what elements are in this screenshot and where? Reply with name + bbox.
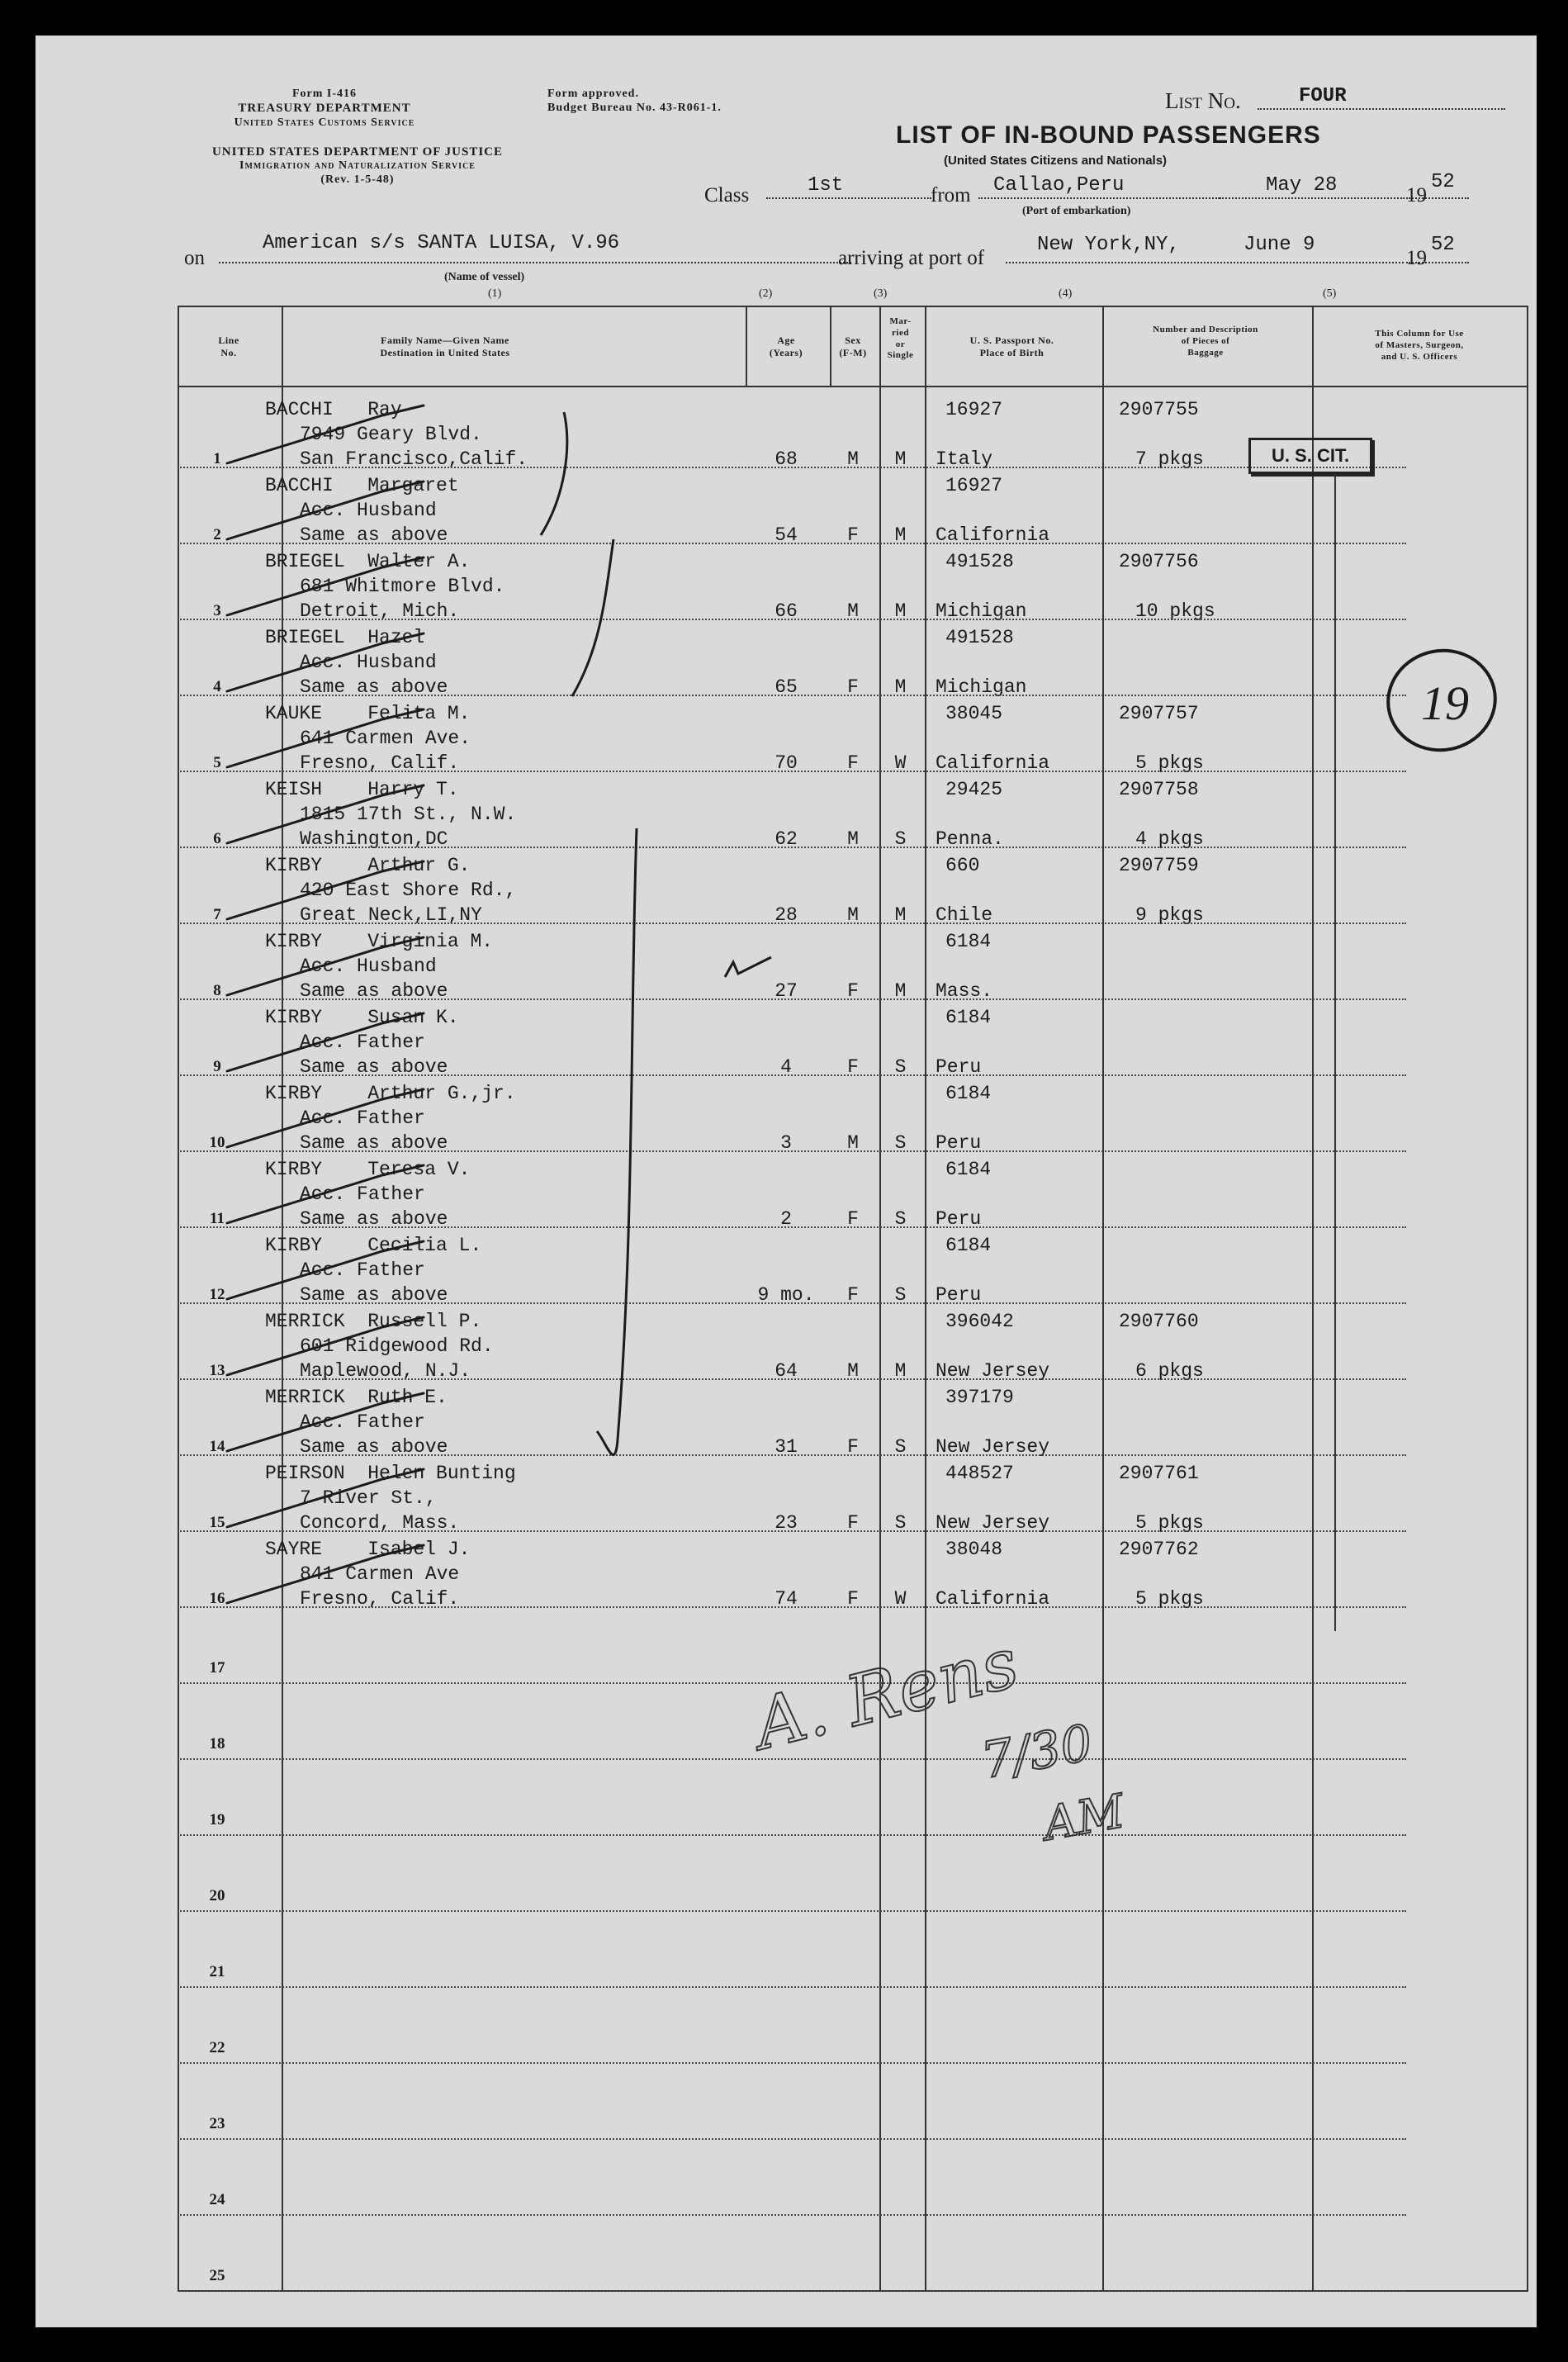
marital-status: S [894,1284,907,1306]
date-underline [1220,197,1405,199]
sex-value: F [847,524,859,546]
col-header-baggage: Number and Description of Pieces of Baggage [1153,325,1258,358]
from-label: from [931,184,971,206]
colnum-5: (5) [1323,287,1337,300]
passenger-name: KIRBY Arthur G.,jr. [265,1083,516,1104]
age-value: 54 [775,524,798,546]
baggage-number: 2907761 [1119,1463,1199,1484]
passenger-name: SAYRE Isabel J. [265,1539,471,1560]
place-of-birth: Penna. [936,828,1004,850]
baggage-pieces: 7 pkgs [1135,448,1204,470]
class-label: Class [704,184,750,206]
justice-department: UNITED STATES DEPARTMENT OF JUSTICE [211,145,504,159]
line-number: 16 [209,1590,225,1607]
vessel-note: (Name of vessel) [444,271,525,283]
age-value: 64 [775,1360,798,1382]
year-underline [1406,197,1469,199]
form-sheet [36,36,1537,2327]
col-divider [1312,307,1314,2290]
passport-number: 6184 [945,1235,992,1256]
class-value: 1st [808,174,844,197]
place-of-birth: Peru [936,1284,982,1306]
sex-value: F [847,1056,859,1078]
row-separator [178,1150,1406,1152]
passport-number: 448527 [945,1463,1014,1484]
passenger-name: KIRBY Cecilia L. [265,1235,482,1256]
row-separator [178,1834,1406,1836]
passport-number: 38045 [945,703,1003,724]
page-subtitle: (United States Citizens and Nationals) [944,154,1168,168]
baggage-pieces: 5 pkgs [1135,1512,1204,1534]
handwritten-ampm: AM [1040,1784,1129,1852]
destination-line-2: Same as above [300,1056,448,1078]
budget-bureau: Budget Bureau No. 43-R061-1. [547,102,722,114]
destination-line-1: 841 Carmen Ave [300,1563,460,1585]
row-separator [178,1302,1406,1304]
line-number: 3 [213,602,221,619]
marital-status: S [894,1132,907,1154]
place-of-birth: California [936,1588,1050,1610]
revision: (Rev. 1-5-48) [320,173,395,186]
place-of-birth: New Jersey [936,1512,1050,1534]
colnum-2: (2) [759,287,773,300]
row-separator [178,998,1406,1000]
sex-value: F [847,1284,859,1306]
age-value: 3 [780,1132,792,1154]
list-no-label: List No. [1165,88,1241,113]
place-of-birth: New Jersey [936,1360,1050,1382]
place-of-birth: Italy [936,448,993,470]
age-value: 4 [780,1056,792,1078]
vessel-underline [219,262,851,263]
place-of-birth: California [936,752,1050,774]
arrival-year-label: 19 [1406,247,1427,269]
line-number: 20 [209,1887,225,1904]
age-value: 31 [775,1436,798,1458]
arrival-year: 52 [1431,234,1455,256]
place-of-birth: Peru [936,1056,982,1078]
marital-status: W [894,1588,907,1610]
baggage-pieces: 5 pkgs [1135,752,1204,774]
age-value: 70 [775,752,798,774]
passenger-name: BRIEGEL Walter A. [265,551,471,572]
baggage-number: 2907760 [1119,1311,1199,1332]
marital-status: M [894,676,907,698]
passenger-name: KIRBY Susan K. [265,1007,459,1028]
sex-value: M [847,904,859,926]
passenger-name: KIRBY Arthur G. [265,855,471,876]
line-number: 1 [213,450,221,467]
passport-number: 16927 [945,399,1003,420]
age-value: 65 [775,676,798,698]
row-separator [178,1074,1406,1076]
baggage-number: 2907758 [1119,779,1199,800]
page-title: LIST OF IN-BOUND PASSENGERS [896,121,1321,149]
destination-line-2: Same as above [300,1132,448,1154]
line-number: 6 [213,830,221,847]
passport-number: 38048 [945,1539,1003,1560]
place-of-birth: Mass. [936,980,993,1002]
col-header-officers: This Column for Use of Masters, Surgeon, and U. S. Officers [1375,329,1464,362]
col-divider [1102,307,1104,2290]
ins-service: Immigration and Naturalization Service [239,159,476,172]
destination-line-2: Detroit, Mich. [300,600,460,622]
baggage-pieces: 9 pkgs [1135,904,1204,926]
passport-number: 397179 [945,1387,1014,1408]
destination-line-1: Acc. Father [300,1107,425,1129]
baggage-pieces: 10 pkgs [1135,600,1215,622]
arriving-label: arriving at port of [838,247,985,269]
sex-value: M [847,600,859,622]
marital-status: S [894,1512,907,1534]
baggage-number: 2907762 [1119,1539,1199,1560]
line-number: 17 [209,1659,225,1677]
destination-line-2: Maplewood, N.J. [300,1360,471,1382]
sex-value: M [847,828,859,850]
sex-value: F [847,676,859,698]
embarkation-note: (Port of embarkation) [1022,205,1131,217]
row-separator [178,1530,1406,1532]
vessel-name: American s/s SANTA LUISA, V.96 [263,232,620,254]
col-divider [925,307,926,2290]
marital-status: M [894,524,907,546]
destination-line-2: San Francisco,Calif. [300,448,528,470]
row-separator [178,2062,1406,2064]
sex-value: F [847,1588,859,1610]
row-separator [178,1910,1406,1912]
class-underline [766,197,931,199]
place-of-birth: Michigan [936,676,1027,698]
col-header-line: Line No. [218,334,239,358]
header-divider [179,386,1527,387]
passport-number: 660 [945,855,980,876]
destination-line-1: 681 Whitmore Blvd. [300,576,505,597]
row-separator [178,2138,1406,2140]
passenger-name: KIRBY Virginia M. [265,931,494,952]
place-of-birth: California [936,524,1050,546]
destination-line-1: Acc. Father [300,1411,425,1433]
sex-value: M [847,448,859,470]
destination-line-2: Same as above [300,524,448,546]
col-header-passport: U. S. Passport No. Place of Birth [969,334,1054,358]
sex-value: F [847,1436,859,1458]
passenger-name: KIRBY Teresa V. [265,1159,471,1180]
line-number: 12 [209,1286,225,1303]
handwritten-signature: A. Rens [746,1621,1026,1766]
age-value: 74 [775,1588,798,1610]
destination-line-1: Acc. Husband [300,652,437,673]
row-separator [178,1606,1406,1608]
line-number: 19 [209,1811,225,1828]
on-label: on [184,247,205,269]
marital-status: S [894,1208,907,1230]
line-number: 14 [209,1438,225,1455]
arrival-port: New York,NY, [1037,234,1180,256]
marital-status: S [894,1056,907,1078]
port-underline [1006,262,1404,263]
destination-line-2: Concord, Mass. [300,1512,460,1534]
from-value: Callao,Peru [993,174,1125,197]
place-of-birth: New Jersey [936,1436,1050,1458]
destination-line-1: Acc. Father [300,1259,425,1281]
age-value: 66 [775,600,798,622]
passenger-name: BRIEGEL Hazel [265,627,425,648]
passenger-name: KEISH Harry T. [265,779,459,800]
passenger-name: BACCHI Margaret [265,475,459,496]
arrival-year-underline [1406,262,1469,263]
line-number: 5 [213,754,221,771]
line-number: 2 [213,526,221,543]
colnum-4: (4) [1059,287,1073,300]
baggage-pieces: 5 pkgs [1135,1588,1204,1610]
destination-line-2: Same as above [300,1208,448,1230]
marital-status: M [894,1360,907,1382]
destination-line-2: Fresno, Calif. [300,1588,460,1610]
destination-line-1: 7949 Geary Blvd. [300,424,482,445]
row-separator [178,1378,1406,1380]
passport-number: 6184 [945,1159,992,1180]
age-value: 9 mo. [757,1284,815,1306]
col-header-name: Family Name—Given Name Destination in United States [380,334,510,358]
row-separator [178,543,1406,544]
handwritten-time: 7/30 [977,1714,1097,1790]
circled-number: 19 [1421,676,1469,730]
row-separator [178,923,1406,924]
destination-line-2: Same as above [300,980,448,1002]
passport-number: 396042 [945,1311,1014,1332]
row-separator [178,2290,1406,2292]
passport-number: 491528 [945,627,1014,648]
row-separator [178,619,1406,620]
place-of-birth: Michigan [936,600,1027,622]
marital-status: S [894,1436,907,1458]
destination-line-2: Fresno, Calif. [300,752,460,774]
destination-line-2: Same as above [300,676,448,698]
list-no-value: FOUR [1299,85,1347,107]
year-label: 19 [1406,184,1427,206]
destination-line-1: Acc. Husband [300,500,437,521]
colnum-1: (1) [488,287,502,300]
line-number: 9 [213,1058,221,1075]
passport-number: 491528 [945,551,1014,572]
arrival-date: June 9 [1244,234,1315,256]
line-number: 21 [209,1963,225,1980]
baggage-number: 2907756 [1119,551,1199,572]
passport-number: 6184 [945,1007,992,1028]
row-separator [178,1454,1406,1456]
sex-value: M [847,1360,859,1382]
row-separator [178,2214,1406,2216]
list-no-underline [1258,108,1505,110]
form-approved: Form approved. [547,88,639,100]
passenger-name: MERRICK Russell P. [265,1311,482,1332]
marital-status: W [894,752,907,774]
baggage-pieces: 6 pkgs [1135,1360,1204,1382]
destination-line-2: Same as above [300,1436,448,1458]
destination-line-1: 1815 17th St., N.W. [300,804,517,825]
row-separator [178,1682,1406,1684]
row-separator [178,771,1406,772]
place-of-birth: Peru [936,1132,982,1154]
age-value: 68 [775,448,798,470]
destination-line-1: 420 East Shore Rd., [300,880,517,901]
sex-value: F [847,1208,859,1230]
baggage-pieces: 4 pkgs [1135,828,1204,850]
line-number: 23 [209,2115,225,2132]
row-separator [178,1986,1406,1988]
destination-line-2: Washington,DC [300,828,448,850]
sex-value: M [847,1132,859,1154]
line-number: 18 [209,1735,225,1753]
destination-line-1: Acc. Father [300,1032,425,1053]
departure-year: 52 [1431,171,1455,193]
from-underline [978,197,1220,199]
destination-line-1: Acc. Husband [300,956,437,977]
us-citizen-stamp: U. S. CIT. [1248,438,1372,474]
sex-value: F [847,1512,859,1534]
place-of-birth: Chile [936,904,993,926]
age-value: 28 [775,904,798,926]
row-separator [178,1226,1406,1228]
line-number: 7 [213,906,221,923]
age-value: 23 [775,1512,798,1534]
destination-line-1: 601 Ridgewood Rd. [300,1335,494,1357]
passport-number: 6184 [945,1083,992,1104]
place-of-birth: Peru [936,1208,982,1230]
passenger-name: KAUKE Felita M. [265,703,471,724]
destination-line-1: 641 Carmen Ave. [300,728,471,749]
line-number: 4 [213,678,221,695]
line-number: 8 [213,982,221,999]
marital-status: M [894,600,907,622]
sex-value: F [847,752,859,774]
age-value: 2 [780,1208,792,1230]
passport-number: 6184 [945,931,992,952]
marital-status: M [894,904,907,926]
col-header-sex: Sex (F-M) [839,334,867,358]
line-number: 10 [209,1134,225,1151]
departure-date: May 28 [1266,174,1338,197]
destination-line-1: 7 River St., [300,1487,437,1509]
col-header-married: Mar- ried or Single [887,316,914,361]
baggage-number: 2907755 [1119,399,1199,420]
line-number: 11 [210,1210,225,1227]
baggage-number: 2907757 [1119,703,1199,724]
officer-bracket-line [1334,474,1336,1631]
line-number: 24 [209,2191,225,2208]
treasury-department: TREASURY DEPARTMENT [238,102,411,115]
marital-status: S [894,828,907,850]
line-number: 25 [209,2267,225,2284]
line-number: 15 [209,1514,225,1531]
passenger-name: BACCHI Ray [265,399,402,420]
row-separator [178,467,1406,468]
row-separator [178,695,1406,696]
age-value: 62 [775,828,798,850]
customs-service: United States Customs Service [234,116,415,129]
sex-value: F [847,980,859,1002]
age-value: 27 [775,980,798,1002]
passport-number: 16927 [945,475,1003,496]
col-header-age: Age (Years) [769,334,803,358]
destination-line-2: Great Neck,LI,NY [300,904,482,926]
baggage-number: 2907759 [1119,855,1199,876]
destination-line-2: Same as above [300,1284,448,1306]
colnum-3: (3) [874,287,888,300]
line-number: 13 [209,1362,225,1379]
marital-status: M [894,980,907,1002]
passenger-name: MERRICK Ruth E. [265,1387,448,1408]
passenger-name: PEIRSON Helen Bunting [265,1463,516,1484]
line-number: 22 [209,2039,225,2056]
row-separator [178,1758,1406,1760]
destination-line-1: Acc. Father [300,1183,425,1205]
form-number: Form I-416 [291,88,358,100]
col-divider [282,307,283,2290]
passport-number: 29425 [945,779,1003,800]
marital-status: M [894,448,907,470]
row-separator [178,847,1406,848]
